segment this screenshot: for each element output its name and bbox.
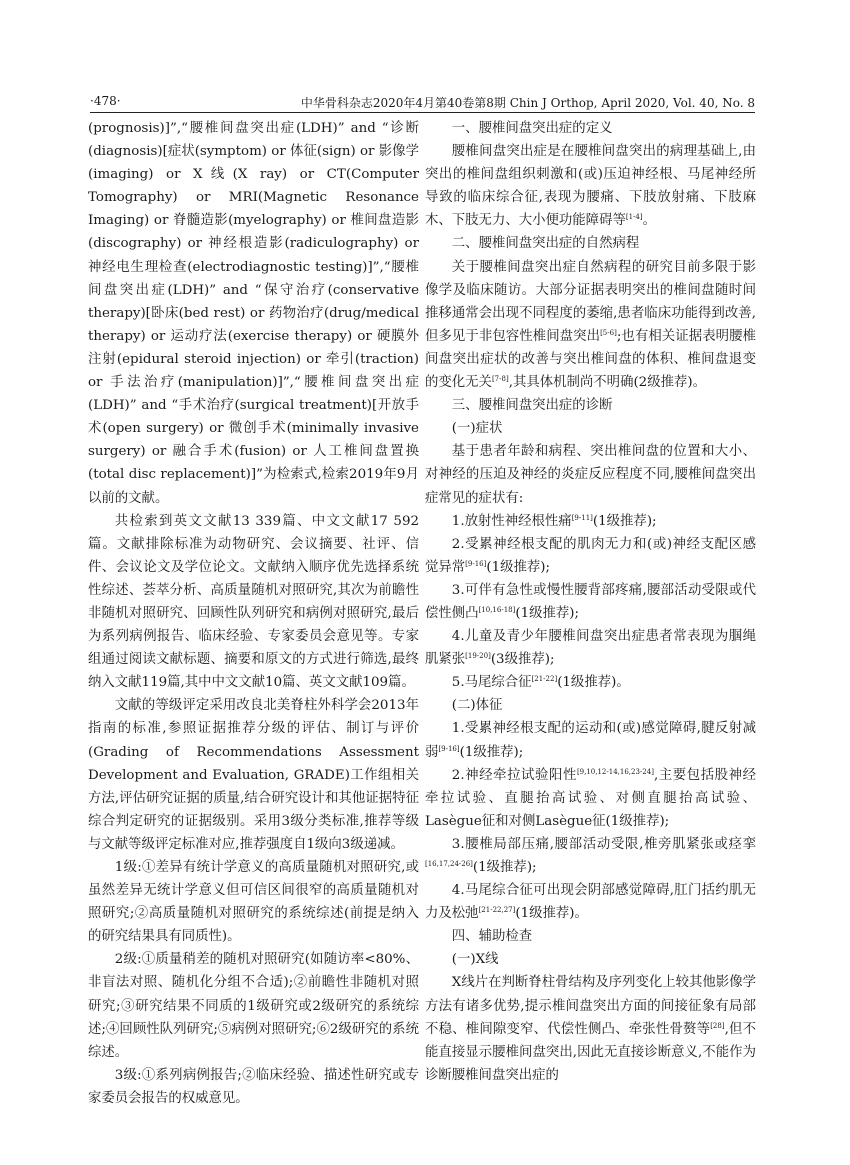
right-column (425, 117, 756, 1087)
section-heading: 三、腰椎间盘突出症的诊断 (451, 398, 613, 414)
subsection-heading: (一)X线 (451, 952, 499, 968)
paragraph: 文献的等级评定采用改良北美脊柱外科学会2013年指南的标准,参照证据推荐分级的评估、制订与评价(Grading of Recommendations Assessment Development and Evaluation, GRADE)工作组相关方法,评估研究证据的质量,结合研究设计和其他证据特征综合判定研究的证据级别。采用3级分类标准,推荐等级与文献等级评定标准对应,推荐强度自1级向3级递减。 (88, 698, 419, 852)
paragraph: 2级:①质量稍差的随机对照研究(如随访率<80%、非盲法对照、随机化分组不合适);②前瞻性非随机对照研究;③研究结果不同质的1级研究或2级研究的系统综述;④回顾性队列研究;⑤病例对照研究;⑥2级研究的系统综述。 (88, 952, 419, 1060)
list-item: 2.神经牵拉试验阳性[9,10,12-14,16,23-24],主要包括股神经牵拉试验、直腿抬高试验、对侧直腿抬高试验、Lasègue征和对侧Lasègue征(1级推荐); (425, 767, 756, 829)
page-number: ·478· (90, 94, 121, 108)
list-item: 3.腰椎局部压痛,腰部活动受限,椎旁肌紧张或痉挛[16,17,24-26](1级推荐); (425, 836, 756, 875)
list-item: 5.马尾综合征[21-22](1级推荐)。 (451, 675, 630, 691)
citation: [9-11] (571, 513, 593, 522)
left-column (88, 117, 419, 1110)
citation: [21-22,27] (478, 906, 516, 915)
citation: [10,16-18] (478, 605, 516, 614)
paragraph: 腰椎间盘突出症是在腰椎间盘突出的病理基础上,由突出的椎间盘组织刺激和(或)压迫神经根、马尾神经所导致的临床综合征,表现为腰痛、下肢放射痛、下肢麻木、下肢无力、大小便功能障碍等[1-4]。 (425, 144, 756, 229)
list-item: 4.儿童及青少年腰椎间盘突出症患者常表现为腘绳肌紧张[19-20](3级推荐); (425, 629, 756, 668)
list-item: 2.受累神经根支配的肌肉无力和(或)神经支配区感觉异常[9-16](1级推荐); (425, 536, 756, 575)
citation: [16,17,24-26] (425, 860, 473, 868)
list-item: 1.放射性神经根性痛[9-11](1级推荐); (451, 513, 657, 529)
running-header (90, 92, 755, 113)
citation: [9-16] (465, 559, 487, 568)
list-item: 4.马尾综合征可出现会阴部感觉障碍,肛门括约肌无力及松弛[21-22,27](1级推荐)。 (425, 883, 756, 922)
paragraph: 关于腰椎间盘突出症自然病程的研究目前多限于影像学及临床随访。大部分证据表明突出的椎间盘随时间推移通常会出现不同程度的萎缩,患者临床功能得到改善,但多见于非包容性椎间盘突出[5-6];也有相关证据表明腰椎间盘突出症状的改善与突出椎间盘的体积、椎间盘退变的变化无关[7-8],其具体机制尚不明确(2级推荐)。 (425, 259, 756, 391)
list-item: 3.可伴有急性或慢性腰背部疼痛,腰部活动受限或代偿性侧凸[10,16-18](1级推荐); (425, 582, 756, 621)
citation: [7-8] (491, 375, 509, 384)
section-heading: 一、腰椎间盘突出症的定义 (451, 121, 613, 136)
paragraph: 3级:①系列病例报告;②临床经验、描述性研究或专家委员会报告的权威意见。 (88, 1067, 419, 1106)
paragraph: 1级:①差异有统计学意义的高质量随机对照研究,或虽然差异无统计学意义但可信区间很窄的高质量随机对照研究;②高质量随机对照研究的系统综述(前提是纳入的研究结果具有同质性)。 (88, 860, 419, 945)
list-item: 1.受累神经根支配的运动和(或)感觉障碍,腱反射减弱[9-16](1级推荐); (425, 721, 756, 760)
citation: [5-6] (600, 328, 617, 337)
citation: [28] (710, 1021, 725, 1030)
citation: [21-22] (531, 675, 558, 684)
subsection-heading: (一)症状 (451, 421, 503, 437)
paragraph: (prognosis)]”,“腰椎间盘突出症(LDH)” and “诊断(diagnosis)[症状(symptom) or 体征(sign) or 影像学(imaging) or X线(X ray) or CT(Computer Tomography) or MRI(Magnetic Resonance Imaging) or 脊髓造影(myelography) or 椎间盘造影(discography) or 神经根造影(radiculography) or 神经电生理检查(electrodiagnostic testing)]”,“腰椎间盘突出症(LDH)” and “保守治疗(conservative therapy)[卧床(bed rest) or 药物治疗(drug/medical therapy) or 运动疗法(exercise therapy) or 硬膜外注射(epidural steroid injection) or 牵引(traction) or 手法治疗(manipulation)]”,“腰椎间盘突出症(LDH)” and “手术治疗(surgical treatment)[开放手术(open surgery) or 微创手术(minimally invasive surgery) or 融合手术(fusion) or 人工椎间盘置换(total disc replacement)]”为检索式,检索2019年9月以前的文献。 (88, 121, 419, 506)
citation: [9,10,12-14,16,23-24] (576, 767, 654, 776)
citation: [19-20] (465, 652, 491, 661)
subsection-heading: (二)体征 (451, 698, 503, 714)
journal-citation: 中华骨科杂志2020年4月第40卷第8期 Chin J Orthop, April 2020, Vol. 40, No. 8 (300, 96, 755, 110)
paragraph: 共检索到英文文献13 339篇、中文文献17 592篇。文献排除标准为动物研究、会议摘要、社评、信件、会议论文及学位论文。文献纳入顺序优先选择系统性综述、荟萃分析、高质量随机对照研究,其次为前瞻性非随机对照研究、回顾性队列研究和病例对照研究,最后为系列病例报告、临床经验、专家委员会意见等。专家组通过阅读文献标题、摘要和原文的方式进行筛选,最终纳入文献119篇,其中中文文献10篇、英文文献109篇。 (88, 513, 419, 691)
citation: [1-4] (625, 213, 643, 222)
citation: [9-16] (438, 744, 460, 753)
section-heading: 二、腰椎间盘突出症的自然病程 (451, 236, 640, 252)
paragraph: X线片在判断脊柱骨结构及序列变化上较其他影像学方法有诸多优势,提示椎间盘突出方面的间接征象有局部不稳、椎间隙变窄、代偿性侧凸、牵张性骨赘等[28],但不能直接显示腰椎间盘突出,因此无直接诊断意义,不能作为诊断腰椎间盘突出症的 (425, 975, 756, 1083)
paragraph: 基于患者年龄和病程、突出椎间盘的位置和大小、对神经的压迫及神经的炎症反应程度不同,腰椎间盘突出症常见的症状有: (425, 444, 756, 506)
section-heading: 四、辅助检查 (451, 929, 533, 945)
